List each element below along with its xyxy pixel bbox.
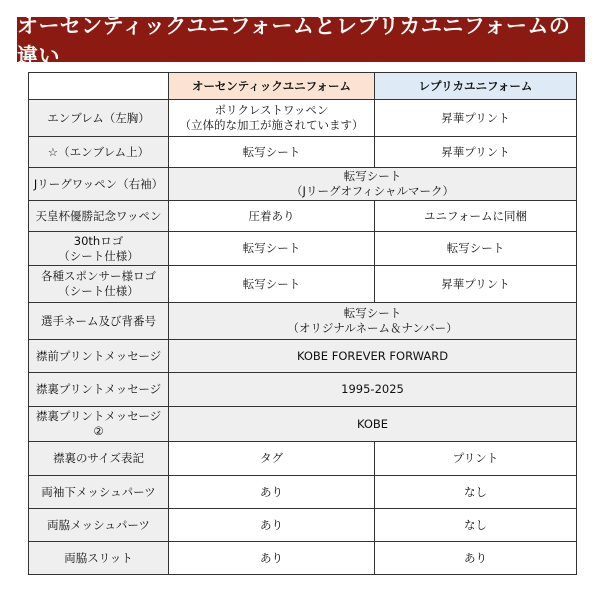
row-label: 両脇スリット	[29, 542, 169, 575]
comparison-table	[28, 72, 577, 575]
row-label: 襟裏プリントメッセージ②	[29, 407, 169, 442]
table-row	[29, 168, 577, 201]
header-replica: レプリカユニフォーム	[375, 73, 577, 100]
table-row	[29, 303, 577, 340]
merged-value-cell: 1995-2025	[169, 373, 577, 407]
row-label: エンブレム（左胸）	[29, 100, 169, 137]
authentic-value-cell: あり	[169, 509, 375, 542]
table-header-row	[29, 73, 577, 100]
replica-value-cell: あり	[375, 542, 577, 575]
replica-value-cell: なし	[375, 476, 577, 509]
row-label: Jリーグワッペン（右袖）	[29, 168, 169, 201]
row-label: 各種スポンサー様ロゴ （シート仕様）	[29, 266, 169, 303]
replica-value-cell: 昇華プリント	[375, 137, 577, 168]
replica-value-cell: ユニフォームに同梱	[375, 201, 577, 232]
table-row	[29, 407, 577, 442]
authentic-value-cell: 転写シート	[169, 266, 375, 303]
replica-value-cell: 昇華プリント	[375, 100, 577, 137]
title-banner	[17, 13, 585, 68]
table-row	[29, 340, 577, 373]
row-label: ☆（エンブレム上）	[29, 137, 169, 168]
table-row	[29, 100, 577, 137]
table-row	[29, 542, 577, 575]
table-row	[29, 266, 577, 303]
authentic-value-cell: あり	[169, 476, 375, 509]
merged-value-cell: KOBE	[169, 407, 577, 442]
header-corner-cell	[29, 73, 169, 100]
authentic-value-cell: あり	[169, 542, 375, 575]
authentic-value-cell: 転写シート	[169, 137, 375, 168]
row-label: 襟前プリントメッセージ	[29, 340, 169, 373]
table-row	[29, 232, 577, 266]
row-label: 選手ネーム及び背番号	[29, 303, 169, 340]
table-row	[29, 137, 577, 168]
authentic-value-cell: 転写シート	[169, 232, 375, 266]
row-label: 天皇杯優勝記念ワッペン	[29, 201, 169, 232]
table-row	[29, 201, 577, 232]
table-row	[29, 509, 577, 542]
page-title: オーセンティックユニフォームとレプリカユニフォームの違い	[17, 13, 571, 68]
row-label: 襟裏のサイズ表記	[29, 442, 169, 476]
replica-value-cell: 転写シート	[375, 232, 577, 266]
table-row	[29, 373, 577, 407]
authentic-value-cell: 圧着あり	[169, 201, 375, 232]
merged-value-cell: KOBE FOREVER FORWARD	[169, 340, 577, 373]
replica-value-cell: なし	[375, 509, 577, 542]
authentic-value-cell: タグ	[169, 442, 375, 476]
replica-value-cell: プリント	[375, 442, 577, 476]
row-label: 30thロゴ （シート仕様）	[29, 232, 169, 266]
row-label: 両脇メッシュパーツ	[29, 509, 169, 542]
row-label: 襟裏プリントメッセージ	[29, 373, 169, 407]
merged-value-cell: 転写シート （Jリーグオフィシャルマーク）	[169, 168, 577, 201]
row-label: 両袖下メッシュパーツ	[29, 476, 169, 509]
table-row	[29, 476, 577, 509]
authentic-value-cell: ポリクレストワッペン （立体的な加工が施されています）	[169, 100, 375, 137]
table-row	[29, 442, 577, 476]
merged-value-cell: 転写シート （オリジナルネーム＆ナンバー）	[169, 303, 577, 340]
replica-value-cell: 昇華プリント	[375, 266, 577, 303]
header-authentic: オーセンティックユニフォーム	[169, 73, 375, 100]
